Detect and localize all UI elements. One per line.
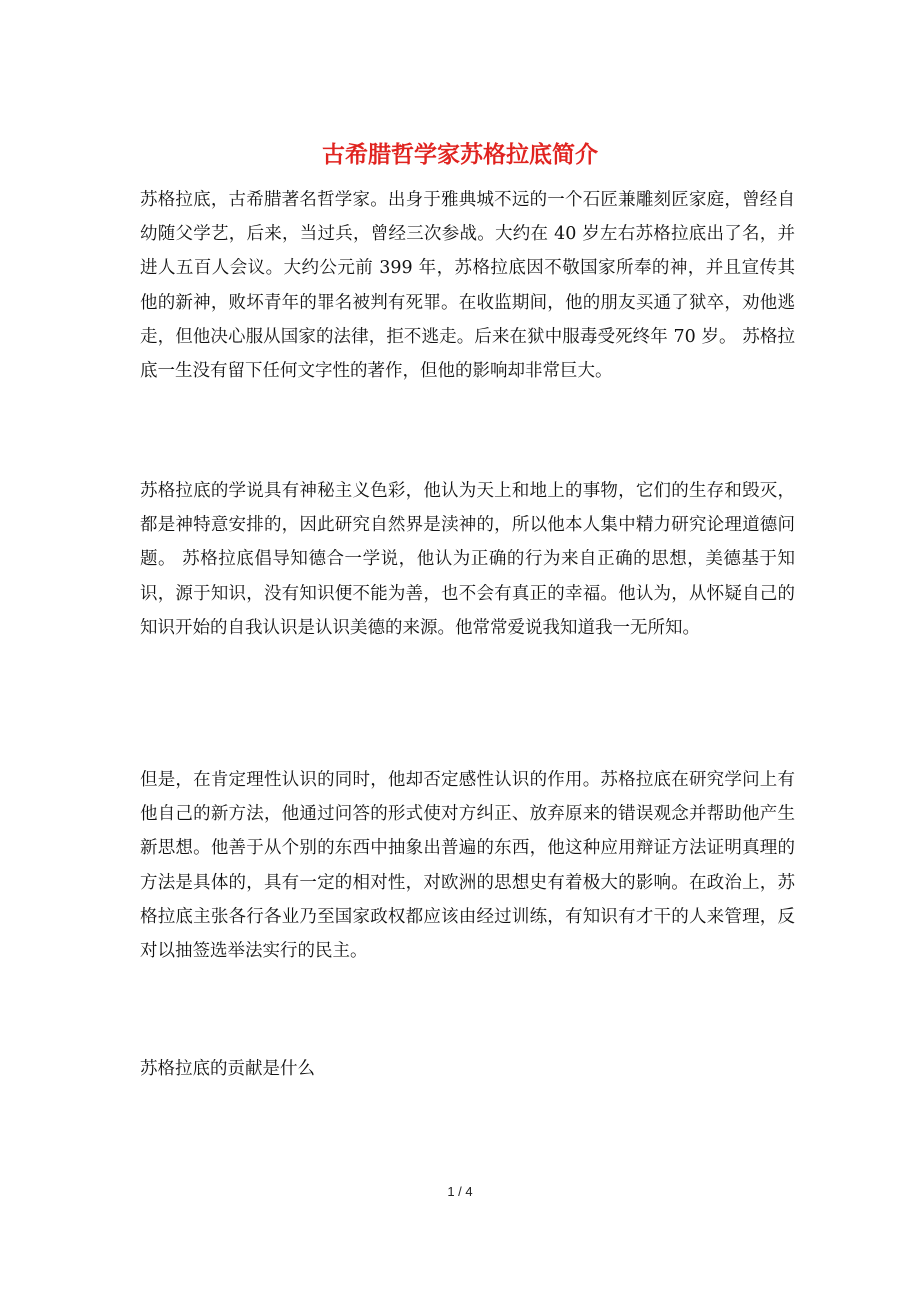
page-number: 1 / 4 bbox=[447, 1184, 473, 1199]
section-heading-contribution: 苏格拉底的贡献是什么 bbox=[140, 1059, 315, 1079]
document-title: 古希腊哲学家苏格拉底简介 bbox=[322, 141, 598, 168]
paragraph-method: 但是，在肯定理性认识的同时，他却否定感性认识的作用。苏格拉底在研究学问上有他自己的新方法，他通过问答的形式使对方纠正、放弃原来的错误观念并帮助他产生新思想。他善于从个别的东西中抽象出普遍的东西，他这种应用辩证方法证明真理的方法是具体的，具有一定的相对性，对欧洲的思想史有着极大的影响。在政治上，苏格拉底主张各行各业乃至国家政权都应该由经过训练，有知识有才干的人来管理，反对以抽签选举法实行的民主。 bbox=[140, 770, 795, 962]
paragraph-doctrine: 苏格拉底的学说具有神秘主义色彩，他认为天上和地上的事物，它们的生存和毁灭，都是神特意安排的，因此研究自然界是渎神的，所以他本人集中精力研究论理道德问题。 苏格拉底倡导知德合一学说，他认为正确的行为来自正确的思想，美德基于知识，源于知识，没有知识便不能为善，也不会有真正的幸福。他认为，从怀疑自己的知识开始的自我认识是认识美德的来源。他常常爱说我知道我一无所知。 bbox=[140, 481, 795, 638]
paragraph-biography: 苏格拉底，古希腊著名哲学家。出身于雅典城不远的一个石匠兼雕刻匠家庭，曾经自幼随父学艺，后来，当过兵，曾经三次参战。大约在 40 岁左右苏格拉底出了名，并进人五百人会议。大约公元前 399 年，苏格拉底因不敬国家所奉的神，并且宣传其他的新神，败坏青年的罪名被判有死罪。在收监期间，他的朋友买通了狱卒，劝他逃走，但他决心服从国家的法律，拒不逃走。后来在狱中服毒受死终年 70 岁。 苏格拉底一生没有留下任何文字性的著作，但他的影响却非常巨大。 bbox=[140, 190, 795, 382]
